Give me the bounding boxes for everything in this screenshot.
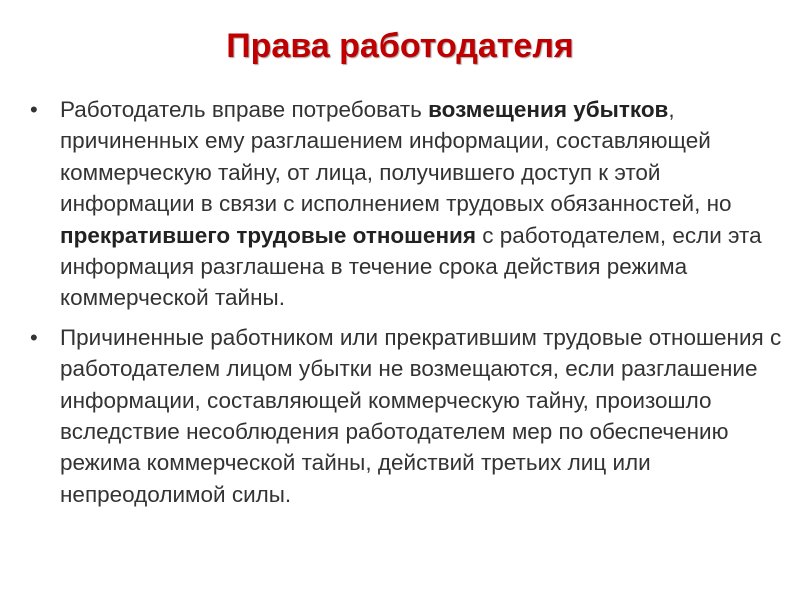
slide-title: Права работодателя — [226, 27, 574, 65]
bullet-text-part: с работодателем, если эта информация разглашена в течение срока действия режима коммерческой тайны. — [60, 222, 762, 311]
bullet-icon: • — [30, 324, 38, 350]
bullet-bold-text: возмещения убытков — [428, 97, 669, 122]
bullet-bold-text: прекратившего трудовые отношения — [60, 222, 476, 248]
bullet-text: Причиненные работником или прекратившим трудовые отношения с работодателем лицом убытки не возмещаются, если разглашение информации, составляющей коммерческую тайну, произошло вследствие несоблюдения работодателем мер по обеспечению режима коммерческой тайны, действий третьих лиц или непреодолимой силы. — [60, 324, 782, 507]
bullet-item — [28, 94, 788, 314]
bullet-text-part: Работодатель вправе потребовать — [60, 97, 429, 122]
bullet-item — [28, 322, 788, 510]
bullet-list — [28, 94, 788, 518]
bullet-text-part: , причиненных ему разглашением информации, составляющей коммерческую тайну, от лица, получившего доступ к этой информации в связи с исполнением трудовых обязанностей, но — [60, 97, 732, 217]
bullet-icon: • — [30, 97, 38, 122]
